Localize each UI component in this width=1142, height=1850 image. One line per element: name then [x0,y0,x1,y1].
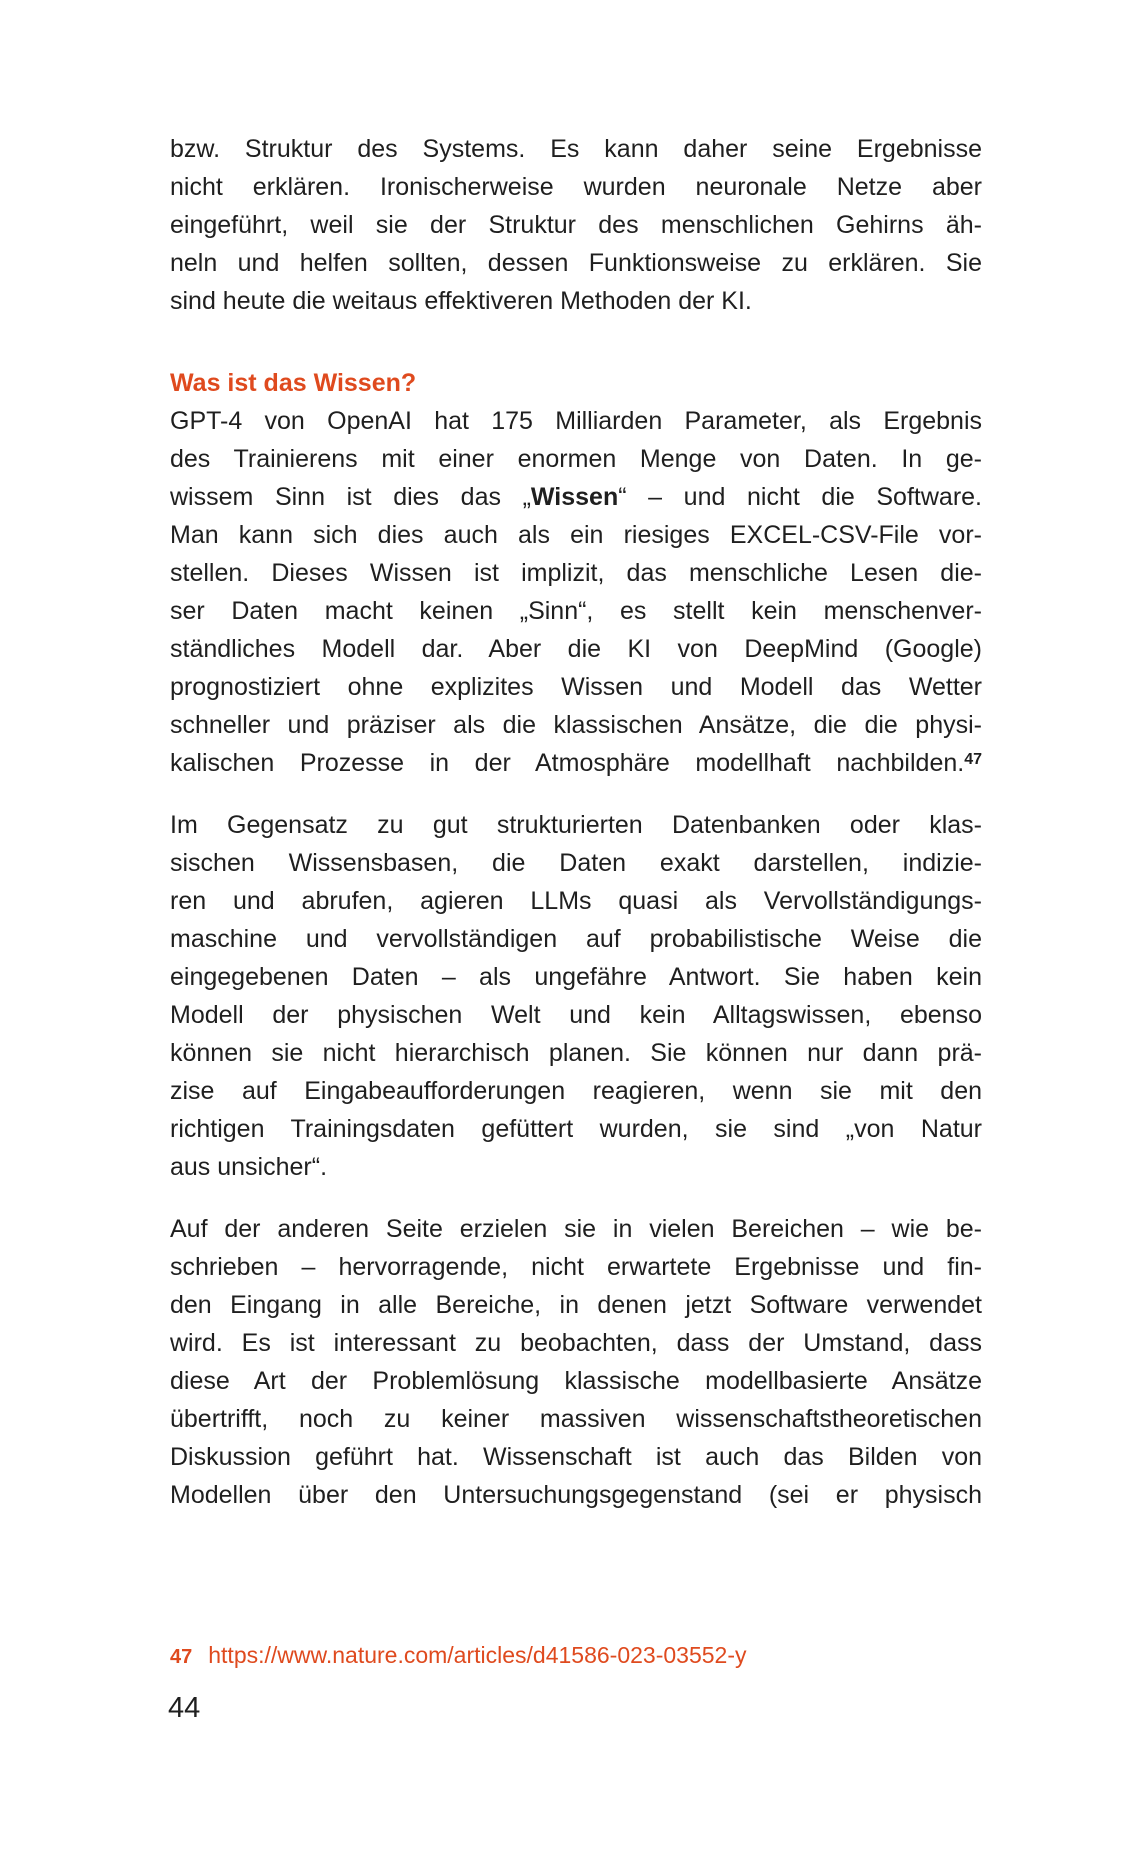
text-line: den Eingang in alle Bereiche, in denen jetzt Software verwendet [170,1291,982,1319]
text-line: Modell der physischen Welt und kein Alltagswissen, ebenso [170,1001,982,1029]
text-line: sind heute die weitaus effektiveren Methoden der KI. [170,287,752,315]
text-line: bzw. Struktur des Systems. Es kann daher seine Ergebnisse [170,135,982,163]
text-line: eingegebenen Daten – als ungefähre Antwort. Sie haben kein [170,963,982,991]
text-line: stellen. Dieses Wissen ist implizit, das menschliche Lesen die- [170,559,982,587]
page-number: 44 [168,1692,201,1724]
footnote-number: 47 [170,1646,193,1668]
text-line: Im Gegensatz zu gut strukturierten Datenbanken oder klas- [170,811,982,839]
text-line: können sie nicht hierarchisch planen. Sie können nur dann prä- [170,1039,982,1067]
text-line: wissem Sinn ist dies das „Wissen“ – und nicht die Software. [170,483,982,511]
text-line: ren und abrufen, agieren LLMs quasi als Vervollständigungs- [170,887,982,915]
text-line: neln und helfen sollten, dessen Funktionsweise zu erklären. Sie [170,249,982,277]
text-line: diese Art der Problemlösung klassische modellbasierte Ansätze [170,1367,982,1395]
text-line: schneller und präziser als die klassischen Ansätze, die die physi- [170,711,982,739]
text-line: Diskussion geführt hat. Wissenschaft ist auch das Bilden von [170,1443,982,1471]
text-block [170,130,982,1538]
section-heading: Was ist das Wissen? [170,369,417,397]
text-line: ständliches Modell dar. Aber die KI von DeepMind (Google) [170,635,982,663]
text-line: übertrifft, noch zu keiner massiven wissenschaftstheoretischen [170,1405,982,1433]
paragraph-wissen [170,402,982,782]
text-line: richtigen Trainingsdaten gefüttert wurden, sie sind „von Natur [170,1115,982,1143]
text-line: aus unsicher“. [170,1153,328,1181]
text-line: schrieben – hervorragende, nicht erwartete Ergebnisse und fin- [170,1253,982,1281]
text-line: sischen Wissensbasen, die Daten exakt darstellen, indizie- [170,849,982,877]
text-line: Modellen über den Untersuchungsgegenstand (sei er physisch [170,1481,982,1509]
paragraph-intro [170,130,982,320]
text-line: zise auf Eingabeaufforderungen reagieren, wenn sie mit den [170,1077,982,1105]
paragraph-seite [170,1210,982,1514]
text-line: wird. Es ist interessant zu beobachten, dass der Umstand, dass [170,1329,982,1357]
paragraph-llm [170,806,982,1186]
text-line: prognostiziert ohne explizites Wissen und Modell das Wetter [170,673,982,701]
text-line: Man kann sich dies auch als ein riesiges EXCEL-CSV-File vor- [170,521,982,549]
text-line: Auf der anderen Seite erzielen sie in vielen Bereichen – wie be- [170,1215,982,1243]
text-line: nicht erklären. Ironischerweise wurden neuronale Netze aber [170,173,982,201]
footnote-url[interactable]: https://www.nature.com/articles/d41586-023-03552-y [208,1642,747,1668]
text-line: maschine und vervollständigen auf probabilistische Weise die [170,925,982,953]
text-line: ser Daten macht keinen „Sinn“, es stellt kein menschenver- [170,597,982,625]
footnote [170,1642,982,1669]
text-line: eingeführt, weil sie der Struktur des menschlichen Gehirns äh- [170,211,982,239]
text-line: GPT-4 von OpenAI hat 175 Milliarden Parameter, als Ergebnis [170,407,982,435]
text-line: des Trainierens mit einer enormen Menge von Daten. In ge- [170,445,982,473]
text-line: kalischen Prozesse in der Atmosphäre modellhaft nachbilden.$^{47}$ [170,749,982,777]
